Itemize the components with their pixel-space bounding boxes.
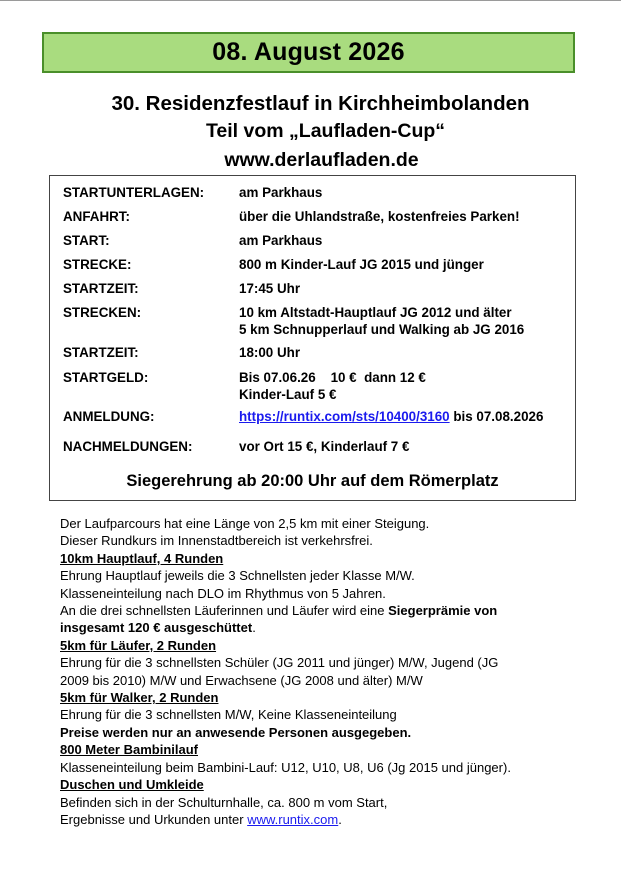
info-value-line: 10 km Altstadt-Hauptlauf JG 2012 und älter <box>239 305 512 320</box>
text-line: Klasseneinteilung beim Bambini-Lauf: U12, U10, U8, U6 (Jg 2015 und jünger). <box>60 759 511 775</box>
section-heading-bambinilauf: 800 Meter Bambinilauf <box>60 742 198 758</box>
registration-deadline: bis 07.08.2026 <box>449 409 544 424</box>
info-value: 17:45 Uhr <box>239 281 301 296</box>
title-block <box>0 90 621 175</box>
info-label: NACHMELDUNGEN: <box>63 439 193 454</box>
info-label: STRECKEN: <box>63 305 142 320</box>
event-date: 08. August 2026 <box>212 38 405 66</box>
info-value <box>239 408 543 425</box>
registration-link[interactable]: https://runtix.com/sts/10400/3160 <box>239 409 450 424</box>
text-fragment: An die drei schnellsten Läuferinnen und Läufer wird eine <box>60 603 389 619</box>
info-label: STRECKE: <box>63 257 132 272</box>
text-line <box>60 619 590 636</box>
info-value <box>239 369 426 403</box>
text-line: Befinden sich in der Schulturnhalle, ca. 800 m vom Start, <box>60 794 388 810</box>
text-line <box>60 602 590 619</box>
info-value <box>239 304 524 338</box>
text-fragment: . <box>252 620 256 636</box>
info-value: über die Uhlandstraße, kostenfreies Parken! <box>239 209 520 224</box>
info-label: STARTZEIT: <box>63 281 139 296</box>
award-ceremony: Siegerehrung ab 20:00 Uhr auf dem Römerplatz <box>126 472 499 490</box>
text-fragment: Ergebnisse und Urkunden unter <box>60 811 248 827</box>
prize-notice: Preise werden nur an anwesende Personen ausgegeben. <box>60 724 412 740</box>
text-line: Ehrung Hauptlauf jeweils die 3 Schnellsten jeder Klasse M/W. <box>60 568 415 584</box>
text-line: Dieser Rundkurs im Innenstadtbereich ist verkehrsfrei. <box>60 533 373 549</box>
description-text <box>60 515 590 828</box>
text-line: 2009 bis 2010) M/W und Erwachsene (JG 2008 und älter) M/W <box>60 672 423 688</box>
text-line: Ehrung für die 3 schnellsten M/W, Keine Klasseneinteilung <box>60 707 397 723</box>
info-value: am Parkhaus <box>239 233 323 248</box>
section-heading-duschen: Duschen und Umkleide <box>60 777 204 793</box>
info-value: vor Ort 15 €, Kinderlauf 7 € <box>239 439 410 454</box>
info-value: am Parkhaus <box>239 185 323 200</box>
info-value-line: 5 km Schnupperlauf und Walking ab JG 2016 <box>239 322 525 337</box>
info-label: ANFAHRT: <box>63 209 130 224</box>
info-value: 800 m Kinder-Lauf JG 2015 und jünger <box>239 257 484 272</box>
prize-amount: insgesamt 120 € ausgeschüttet <box>60 620 253 636</box>
section-heading-5km-walker: 5km für Walker, 2 Runden <box>60 690 219 706</box>
text-line <box>60 811 590 828</box>
info-label: ANMELDUNG: <box>63 409 155 424</box>
text-fragment: . <box>338 811 342 827</box>
info-label: STARTUNTERLAGEN: <box>63 185 205 200</box>
text-line: Klasseneinteilung nach DLO im Rhythmus von 5 Jahren. <box>60 585 386 601</box>
info-label: STARTGELD: <box>63 370 149 385</box>
info-box <box>49 175 576 501</box>
info-value-line: Bis 07.06.26 10 € dann 12 € <box>239 370 426 385</box>
text-line: Der Laufparcours hat eine Länge von 2,5 km mit einer Steigung. <box>60 516 430 531</box>
section-heading-5km-laeufer: 5km für Läufer, 2 Runden <box>60 637 217 653</box>
event-website: www.derlaufladen.de <box>224 149 419 171</box>
event-title: 30. Residenzfestlauf in Kirchheimbolanden <box>111 92 530 115</box>
info-label: STARTZEIT: <box>63 345 139 360</box>
section-heading-hauptlauf: 10km Hauptlauf, 4 Runden <box>60 550 224 566</box>
date-banner <box>42 32 575 73</box>
info-value: 18:00 Uhr <box>239 345 301 360</box>
prize-highlight: Siegerprämie von <box>388 603 498 619</box>
results-link[interactable]: www.runtix.com <box>247 811 339 827</box>
top-border-line <box>0 0 621 1</box>
info-label: START: <box>63 233 110 248</box>
info-value-line: Kinder-Lauf 5 € <box>239 387 337 402</box>
event-subtitle: Teil vom „Laufladen-Cup“ <box>205 120 446 142</box>
text-line: Ehrung für die 3 schnellsten Schüler (JG 2011 und jünger) M/W, Jugend (JG <box>60 655 499 671</box>
